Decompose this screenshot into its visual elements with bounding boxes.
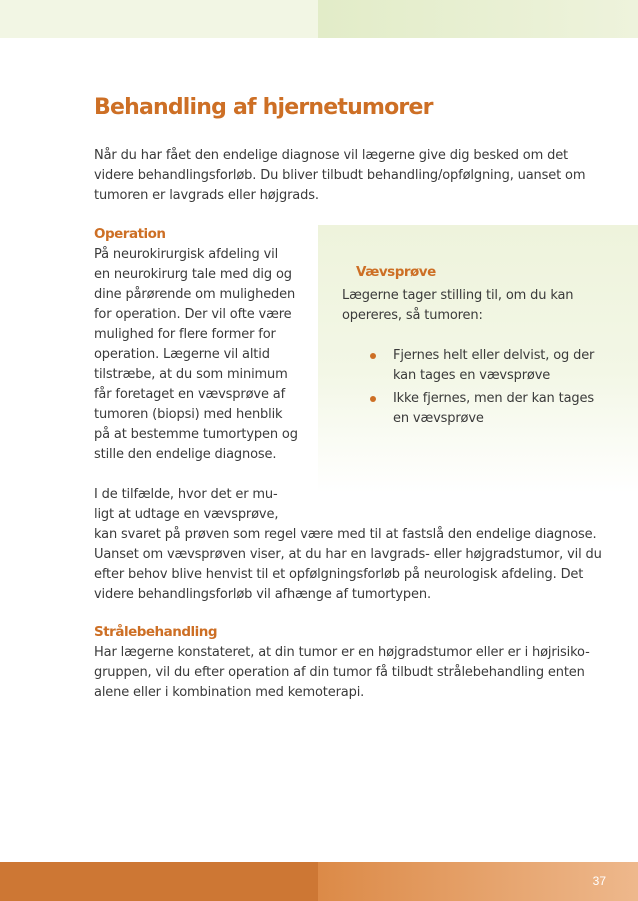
operation-line: I de tilfælde, hvor det er mu- xyxy=(94,487,278,502)
operation-line: tilstræbe, at du som minimum xyxy=(94,367,288,382)
radiation-line: gruppen, vil du efter operation af din tumor få tilbudt strålebehandling enten xyxy=(94,665,585,680)
operation-paragraph xyxy=(94,245,298,465)
operation-line: kan svaret på prøven som regel være med til at fastslå den endelige diagnose. xyxy=(94,527,597,542)
intro-line: tumoren er lavgrads eller højgrads. xyxy=(94,188,319,203)
operation-line: stille den endelige diagnose. xyxy=(94,447,277,462)
operation-line: får foretaget en vævsprøve af xyxy=(94,387,286,402)
radiation-line: alene eller i kombination med kemoterapi. xyxy=(94,685,365,700)
sidebar-line: Lægerne tager stilling til, om du kan xyxy=(342,288,574,303)
operation-line: På neurokirurgisk afdeling vil xyxy=(94,247,279,262)
operation-line: for operation. Der vil ofte være xyxy=(94,307,292,322)
operation-heading: Operation xyxy=(94,226,166,242)
operation-line: mulighed for flere former for xyxy=(94,327,276,342)
operation-paragraph-2 xyxy=(94,485,602,605)
bullet-dot-icon xyxy=(370,353,376,359)
operation-line: ligt at udtage en vævsprøve, xyxy=(94,507,279,522)
intro-paragraph xyxy=(94,146,585,206)
operation-line: på at bestemme tumortypen og xyxy=(94,427,298,442)
sidebar-heading: Vævsprøve xyxy=(356,264,436,280)
top-band-left xyxy=(0,0,318,38)
intro-line: videre behandlingsforløb. Du bliver tilbudt behandling/opfølgning, uanset om xyxy=(94,168,586,183)
page-number: 37 xyxy=(592,874,606,888)
operation-line: Uanset om vævsprøven viser, at du har en lavgrads- eller højgradstumor, vil du xyxy=(94,547,602,562)
operation-line: en neurokirurg tale med dig og xyxy=(94,267,292,282)
operation-line: dine pårørende om muligheden xyxy=(94,287,296,302)
bullet-item xyxy=(370,389,594,429)
sidebar-paragraph xyxy=(342,286,573,326)
bottom-band-right xyxy=(318,862,638,901)
top-band-right xyxy=(318,0,638,38)
operation-line: videre behandlingsforløb vil afhænge af tumortypen. xyxy=(94,587,431,602)
sidebar-bullet-list xyxy=(370,346,594,429)
page-title: Behandling af hjernetumorer xyxy=(94,95,433,120)
operation-line: operation. Lægerne vil altid xyxy=(94,347,270,362)
bottom-decorative-band xyxy=(0,862,638,901)
bullet-dot-icon xyxy=(370,396,376,402)
operation-line: tumoren (biopsi) med henblik xyxy=(94,407,283,422)
bullet-line: en vævsprøve xyxy=(393,411,484,426)
top-decorative-band xyxy=(0,0,638,38)
radiation-heading: Strålebehandling xyxy=(94,624,218,640)
intro-line: Når du har fået den endelige diagnose vil lægerne give dig besked om det xyxy=(94,148,569,163)
sidebar-line: opereres, så tumoren: xyxy=(342,308,483,323)
bullet-line: Fjernes helt eller delvist, og der xyxy=(393,348,595,363)
radiation-line: Har lægerne konstateret, at din tumor er en højgradstumor eller er i højrisiko- xyxy=(94,645,590,660)
radiation-paragraph xyxy=(94,643,590,703)
bottom-band-left xyxy=(0,862,318,901)
bullet-line: kan tages en vævsprøve xyxy=(393,368,551,383)
bullet-line: Ikke fjernes, men der kan tages xyxy=(393,391,594,406)
bullet-item xyxy=(370,346,594,386)
operation-line: efter behov blive henvist til et opfølgningsforløb på neurologisk afdeling. Det xyxy=(94,567,584,582)
